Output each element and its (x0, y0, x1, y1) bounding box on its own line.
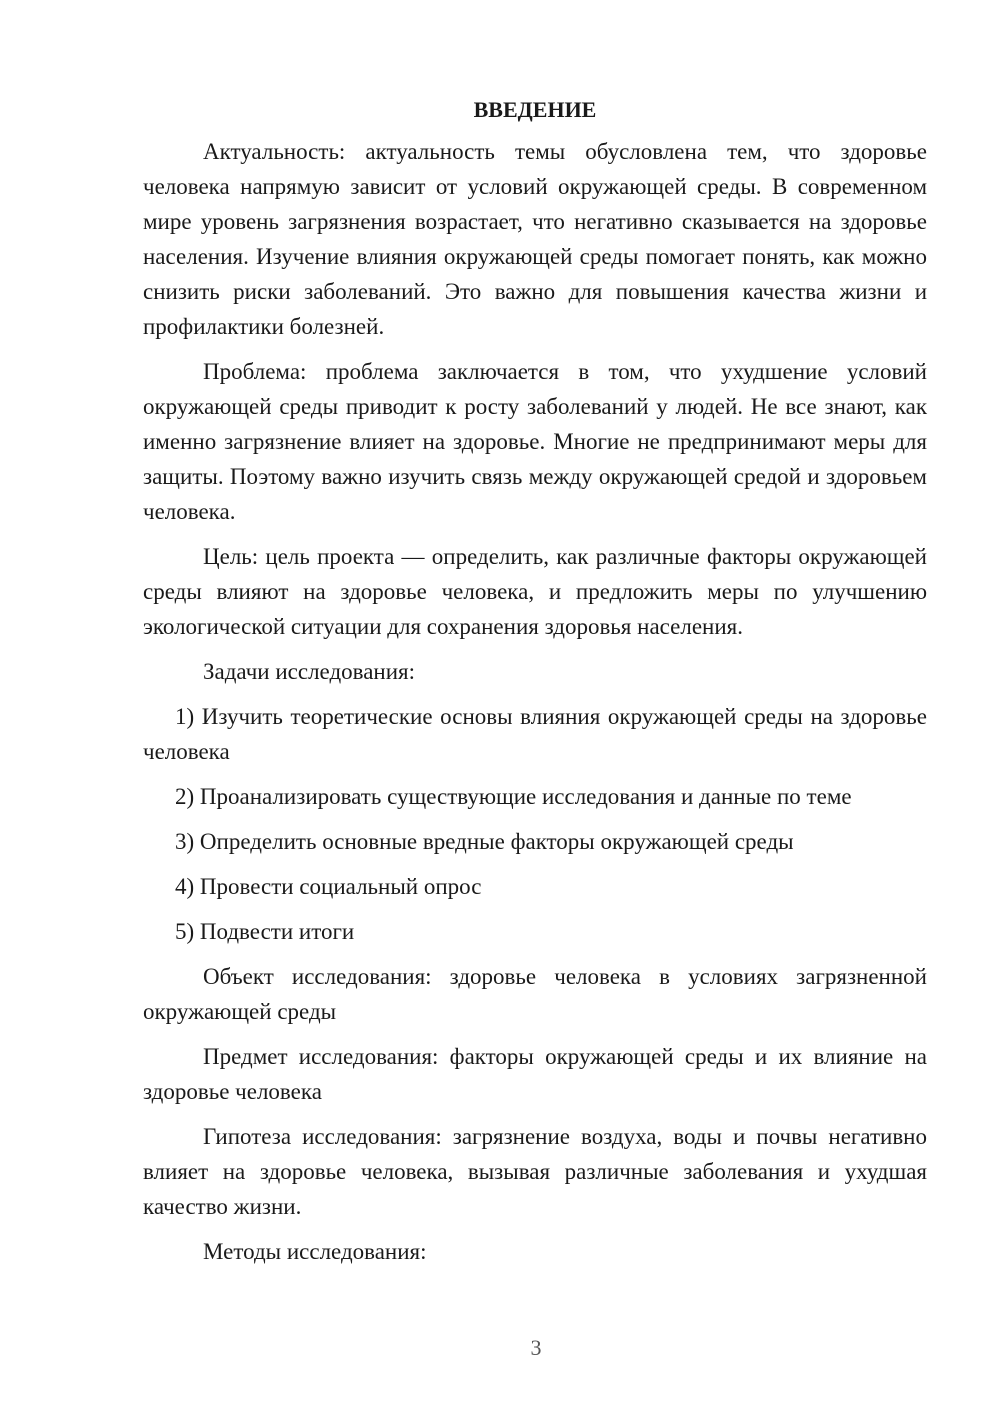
list-item: 2) Проанализировать существующие исследования и данные по теме (175, 784, 852, 809)
methods-heading: Методы исследования: (203, 1239, 427, 1264)
paragraph-hypothesis: Гипотеза исследования: загрязнение воздуха, воды и почвы негативно влияет на здоровье человека, вызывая различные заболевания и ухудшая качество жизни. (143, 1124, 927, 1219)
paragraph-object: Объект исследования: здоровье человека в условиях загрязненной окружающей среды (143, 964, 927, 1024)
paragraph-relevance: Актуальность: актуальность темы обусловлена тем, что здоровье человека напрямую зависит от условий окружающей среды. В современном мире уровень загрязнения возрастает, что негативно сказывается на здоровье населения. Изучение влияния окружающей среды помогает понять, как можно снизить риски заболеваний. Это важно для повышения качества жизни и профилактики болезней. (143, 139, 927, 339)
paragraph-subject: Предмет исследования: факторы окружающей среды и их влияние на здоровье человека (143, 1044, 927, 1104)
page-number: 3 (530, 1335, 542, 1360)
paragraph-goal: Цель: цель проекта — определить, как различные факторы окружающей среды влияют на здоровье человека, и предложить меры по улучшению экологической ситуации для сохранения здоровья населения. (143, 544, 927, 639)
list-item: 3) Определить основные вредные факторы окружающей среды (175, 829, 794, 854)
tasks-heading: Задачи исследования: (203, 659, 416, 684)
page-content (143, 92, 927, 1279)
list-item: 4) Провести социальный опрос (175, 874, 482, 899)
tasks-list (143, 699, 927, 949)
paragraph-problem: Проблема: проблема заключается в том, что ухудшение условий окружающей среды приводит к росту заболеваний у людей. Не все знают, как именно загрязнение влияет на здоровье. Многие не предпринимают меры для защиты. Поэтому важно изучить связь между окружающей средой и здоровьем человека. (143, 359, 927, 524)
list-item: 1) Изучить теоретические основы влияния окружающей среды на здоровье человека (143, 704, 927, 764)
list-item: 5) Подвести итоги (175, 919, 355, 944)
section-title: ВВЕДЕНИЕ (473, 97, 597, 122)
